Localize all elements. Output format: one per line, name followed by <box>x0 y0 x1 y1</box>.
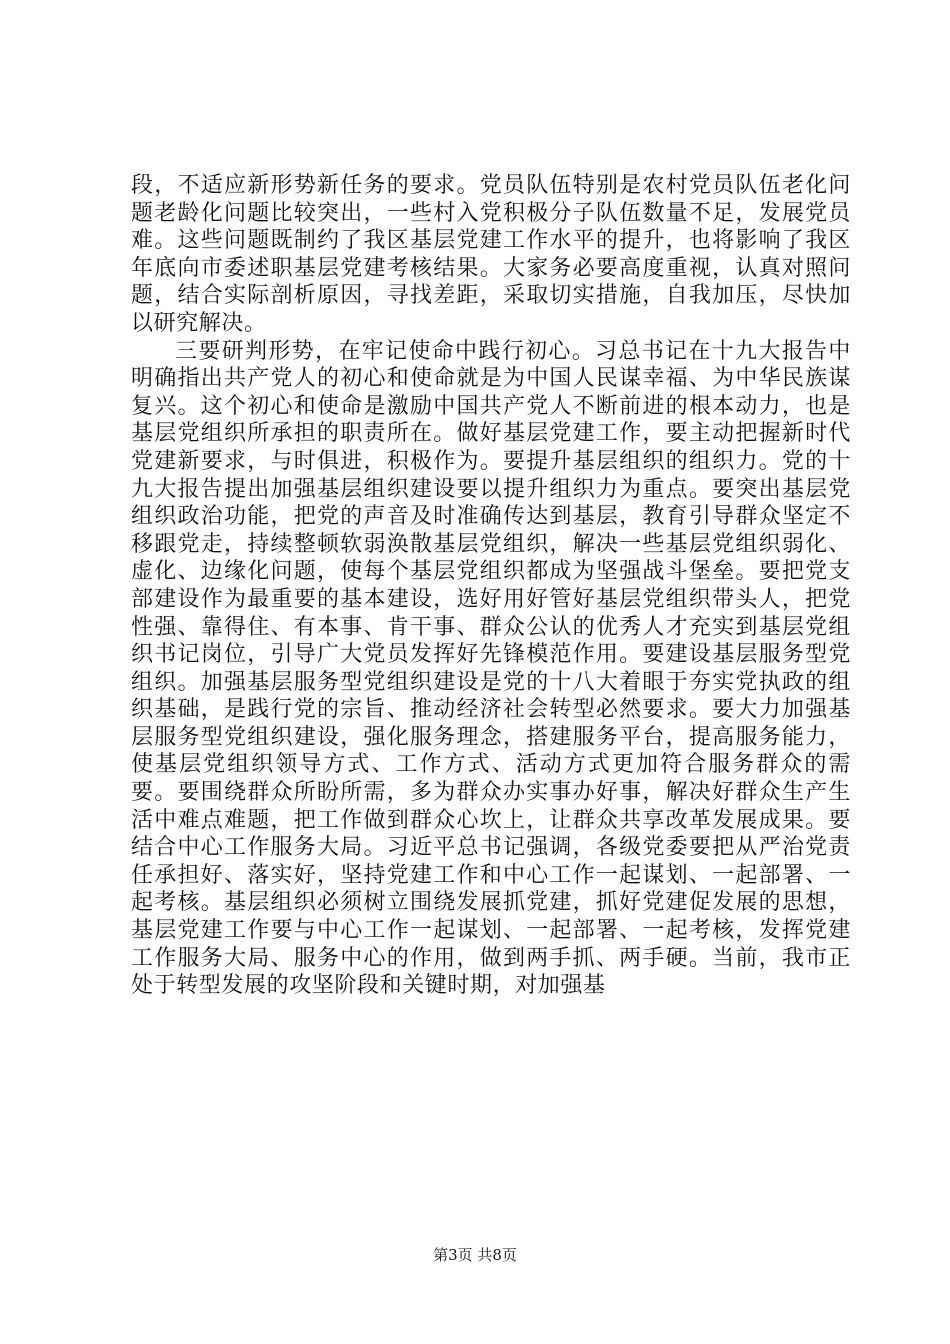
paragraph-research-situation: 三要研判形势，在牢记使命中践行初心。习总书记在十九大报告中明确指出共产党人的初心和使命就是为中国人民谋幸福、为中华民族谋复兴。这个初心和使命是激励中国共产党人不断前进的根本动力，也是基层党组织所承担的职责所在。做好基层党建工作，要主动把握新时代党建新要求，与时俱进，积极作为。要提升基层组织的组织力。党的十九大报告提出加强基层组织建设要以提升组织力为重点。要突出基层党组织政治功能，把党的声音及时准确传达到基层，教育引导群众坚定不移跟党走，持续整顿软弱涣散基层党组织，解决一些基层党组织弱化、虚化、边缘化问题，使每个基层党组织都成为坚强战斗堡垒。要把党支部建设作为最重要的基本建设，选好用好管好基层党组织带头人，把党性强、靠得住、有本事、肯干事、群众公认的优秀人才充实到基层党组织书记岗位，引导广大党员发挥好先锋模范作用。要建设基层服务型党组织。加强基层服务型党组织建设是党的十八大着眼于夯实党执政的组织基础，是践行党的宗旨、推动经济社会转型必然要求。要大力加强基层服务型党组织建设，强化服务理念，搭建服务平台，提高服务能力，使基层党组织领导方式、工作方式、活动方式更加符合服务群众的需要。要围绕群众所盼所需，多为群众办实事办好事，解决好群众生产生活中难点难题，把工作做到群众心坎上，让群众共享改革发展成果。要结合中心工作服务大局。习近平总书记强调，各级党委要把从严治党责任承担好、落实好，坚持党建工作和中心工作一起谋划、一起部署、一起考核。基层组织必须树立围绕发展抓党建，抓好党建促发展的思想，基层党建工作要与中心工作一起谋划、一起部署、一起考核，发挥党建工作服务大局、服务中心的作用，做到两手抓、两手硬。当前，我市正处于转型发展的攻坚阶段和关键时期，对加强基 <box>131 338 851 999</box>
page-footer: 第3页 共8页 <box>433 1246 517 1264</box>
paragraph-continued: 段，不适应新形势新任务的要求。党员队伍特别是农村党员队伍老化问题老龄化问题比较突出，一些村入党积极分子队伍数量不足，发展党员难。这些问题既制约了我区基层党建工作水平的提升，也将影响了我区年底向市委述职基层党建考核结果。大家务必要高度重视，认真对照问题，结合实际剖析原因，寻找差距，采取切实措施，自我加压，尽快加以研究解决。 <box>131 173 851 336</box>
body-text <box>131 172 851 1000</box>
